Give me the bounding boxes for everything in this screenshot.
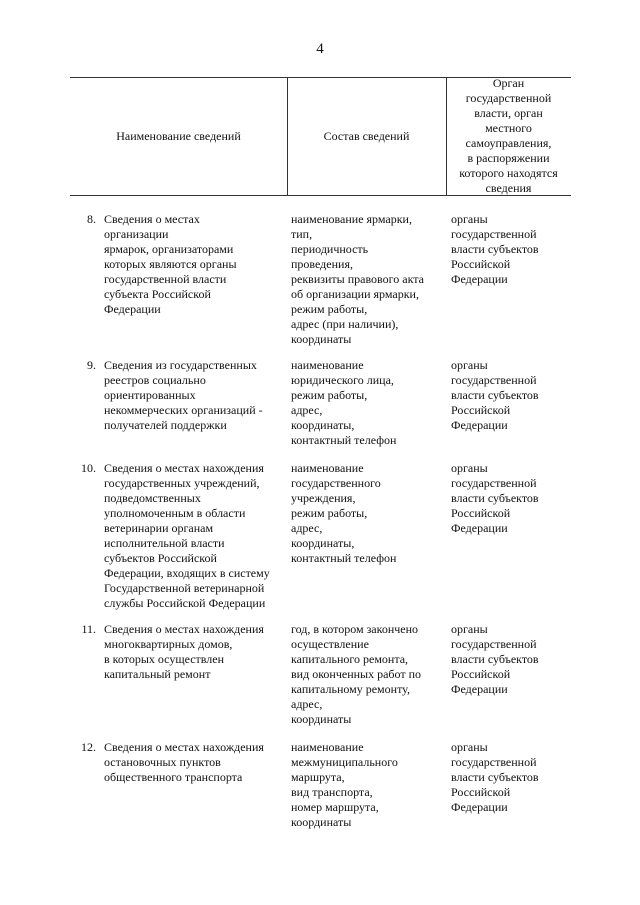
name-line: получателей поддержки — [104, 418, 227, 432]
row-composition — [291, 358, 441, 448]
name-line: Сведения о местах — [104, 212, 200, 226]
header-authority-line: в распоряжении — [467, 151, 550, 165]
composition-line: адрес, — [291, 697, 323, 711]
composition-line: вид оконченных работ по — [291, 667, 422, 681]
header-authority-line: Орган — [492, 76, 525, 90]
name-line: ярмарок, организаторами — [104, 242, 234, 256]
authority-line: Российской — [451, 257, 511, 271]
authority-line: власти субъектов — [451, 388, 539, 402]
authority-line: власти субъектов — [451, 491, 539, 505]
composition-line: режим работы, — [291, 302, 368, 316]
row-authority — [451, 212, 571, 287]
authority-line: власти субъектов — [451, 770, 539, 784]
name-line: исполнительной власти — [104, 536, 225, 550]
composition-line: вид транспорта, — [291, 785, 373, 799]
name-line: Федерации — [104, 302, 161, 316]
name-line: службы Российской Федерации — [104, 596, 266, 610]
composition-line: координаты, — [291, 536, 355, 550]
composition-line: координаты — [291, 712, 352, 726]
name-line: общественного транспорта — [104, 770, 243, 784]
authority-line: Федерации — [451, 800, 508, 814]
header-authority-line: государственной — [465, 91, 552, 105]
row-number: 11. — [81, 622, 96, 636]
composition-line: наименование — [291, 740, 364, 754]
page-number: 4 — [316, 41, 324, 57]
row-name — [104, 740, 282, 785]
authority-line: органы — [451, 358, 488, 372]
header-authority-line: власти, орган — [474, 106, 543, 120]
row-authority — [451, 740, 571, 815]
row-number: 10. — [81, 461, 96, 475]
authority-line: Федерации — [451, 272, 508, 286]
composition-line: координаты — [291, 332, 352, 346]
name-line: Сведения о местах нахождения — [104, 461, 264, 475]
composition-line: координаты — [291, 815, 352, 829]
header-cell-name — [70, 77, 287, 195]
row-composition — [291, 622, 441, 727]
composition-line: маршрута, — [291, 770, 345, 784]
composition-line: контактный телефон — [291, 551, 397, 565]
composition-line: адрес (при наличии), — [291, 317, 399, 331]
name-line: Сведения из государственных — [104, 358, 257, 372]
name-line: остановочных пунктов — [104, 755, 221, 769]
row-composition — [291, 740, 441, 830]
name-line: реестров социально — [104, 373, 206, 387]
name-line: Государственной ветеринарной — [104, 581, 265, 595]
authority-line: Российской — [451, 403, 511, 417]
header-authority-line: самоуправления, — [465, 136, 552, 150]
row-composition — [291, 461, 441, 566]
name-line: которых являются органы — [104, 257, 237, 271]
name-line: Федерации, входящих в систему — [104, 566, 270, 580]
row-number: 12. — [81, 740, 96, 754]
name-line: ориентированных — [104, 388, 196, 402]
authority-line: власти субъектов — [451, 652, 539, 666]
row-authority — [451, 622, 571, 697]
header-cell-authority — [446, 77, 571, 195]
composition-line: наименование — [291, 358, 364, 372]
authority-line: органы — [451, 740, 488, 754]
name-line: государственных учреждений, — [104, 476, 260, 490]
row-number: 8. — [87, 212, 96, 226]
row-composition — [291, 212, 441, 347]
authority-line: государственной — [451, 476, 537, 490]
name-line: государственной власти — [104, 272, 227, 286]
authority-line: Российской — [451, 667, 511, 681]
composition-line: юридического лица, — [291, 373, 394, 387]
composition-line: об организации ярмарки, — [291, 287, 419, 301]
composition-line: режим работы, — [291, 388, 368, 402]
authority-line: Федерации — [451, 418, 508, 432]
composition-line: год, в котором закончено — [291, 622, 419, 636]
row-name — [104, 212, 282, 317]
composition-line: учреждения, — [291, 491, 356, 505]
name-line: подведомственных — [104, 491, 201, 505]
composition-line: наименование — [291, 461, 364, 475]
composition-line: реквизиты правового акта — [291, 272, 424, 286]
name-line: организации — [104, 227, 169, 241]
name-line: субъекта Российской — [104, 287, 211, 301]
composition-line: контактный телефон — [291, 433, 397, 447]
authority-line: Федерации — [451, 521, 508, 535]
authority-line: органы — [451, 461, 488, 475]
composition-line: капитального ремонта, — [291, 652, 409, 666]
name-line: уполномоченным в области — [104, 506, 246, 520]
name-line: Сведения о местах нахождения — [104, 740, 264, 754]
authority-line: власти субъектов — [451, 242, 539, 256]
authority-line: Российской — [451, 506, 511, 520]
composition-line: межмуниципального — [291, 755, 398, 769]
authority-line: Федерации — [451, 682, 508, 696]
name-line: субъектов Российской — [104, 551, 217, 565]
composition-line: тип, — [291, 227, 313, 241]
authority-line: Российской — [451, 785, 511, 799]
row-authority — [451, 461, 571, 536]
composition-line: периодичность — [291, 242, 369, 256]
authority-line: государственной — [451, 637, 537, 651]
authority-line: органы — [451, 622, 488, 636]
name-line: некоммерческих организаций - — [104, 403, 263, 417]
composition-line: режим работы, — [291, 506, 368, 520]
authority-line: государственной — [451, 755, 537, 769]
name-line: капитальный ремонт — [104, 667, 211, 681]
header-cell-composition — [287, 77, 446, 195]
authority-line: государственной — [451, 227, 537, 241]
authority-line: государственной — [451, 373, 537, 387]
composition-line: координаты, — [291, 418, 355, 432]
row-name — [104, 358, 282, 433]
name-line: в которых осуществлен — [104, 652, 225, 666]
composition-line: государственного — [291, 476, 381, 490]
header-authority-line: которого находятся — [459, 166, 558, 180]
name-line: многоквартирных домов, — [104, 637, 233, 651]
header-authority-line: местного — [485, 121, 532, 135]
composition-line: адрес, — [291, 403, 323, 417]
name-line: ветеринарии органам — [104, 521, 214, 535]
row-name — [104, 622, 282, 682]
row-name — [104, 461, 282, 611]
row-authority — [451, 358, 571, 433]
name-line: Сведения о местах нахождения — [104, 622, 264, 636]
row-number: 9. — [87, 358, 96, 372]
header-composition-label: Состав сведений — [323, 128, 410, 143]
composition-line: осуществление — [291, 637, 369, 651]
header-authority-line: сведения — [485, 181, 532, 195]
header-name-label: Наименование сведений — [116, 128, 241, 143]
composition-line: номер маршрута, — [291, 800, 379, 814]
composition-line: адрес, — [291, 521, 323, 535]
authority-line: органы — [451, 212, 488, 226]
composition-line: капитальному ремонту, — [291, 682, 410, 696]
composition-line: проведения, — [291, 257, 353, 271]
composition-line: наименование ярмарки, — [291, 212, 412, 226]
